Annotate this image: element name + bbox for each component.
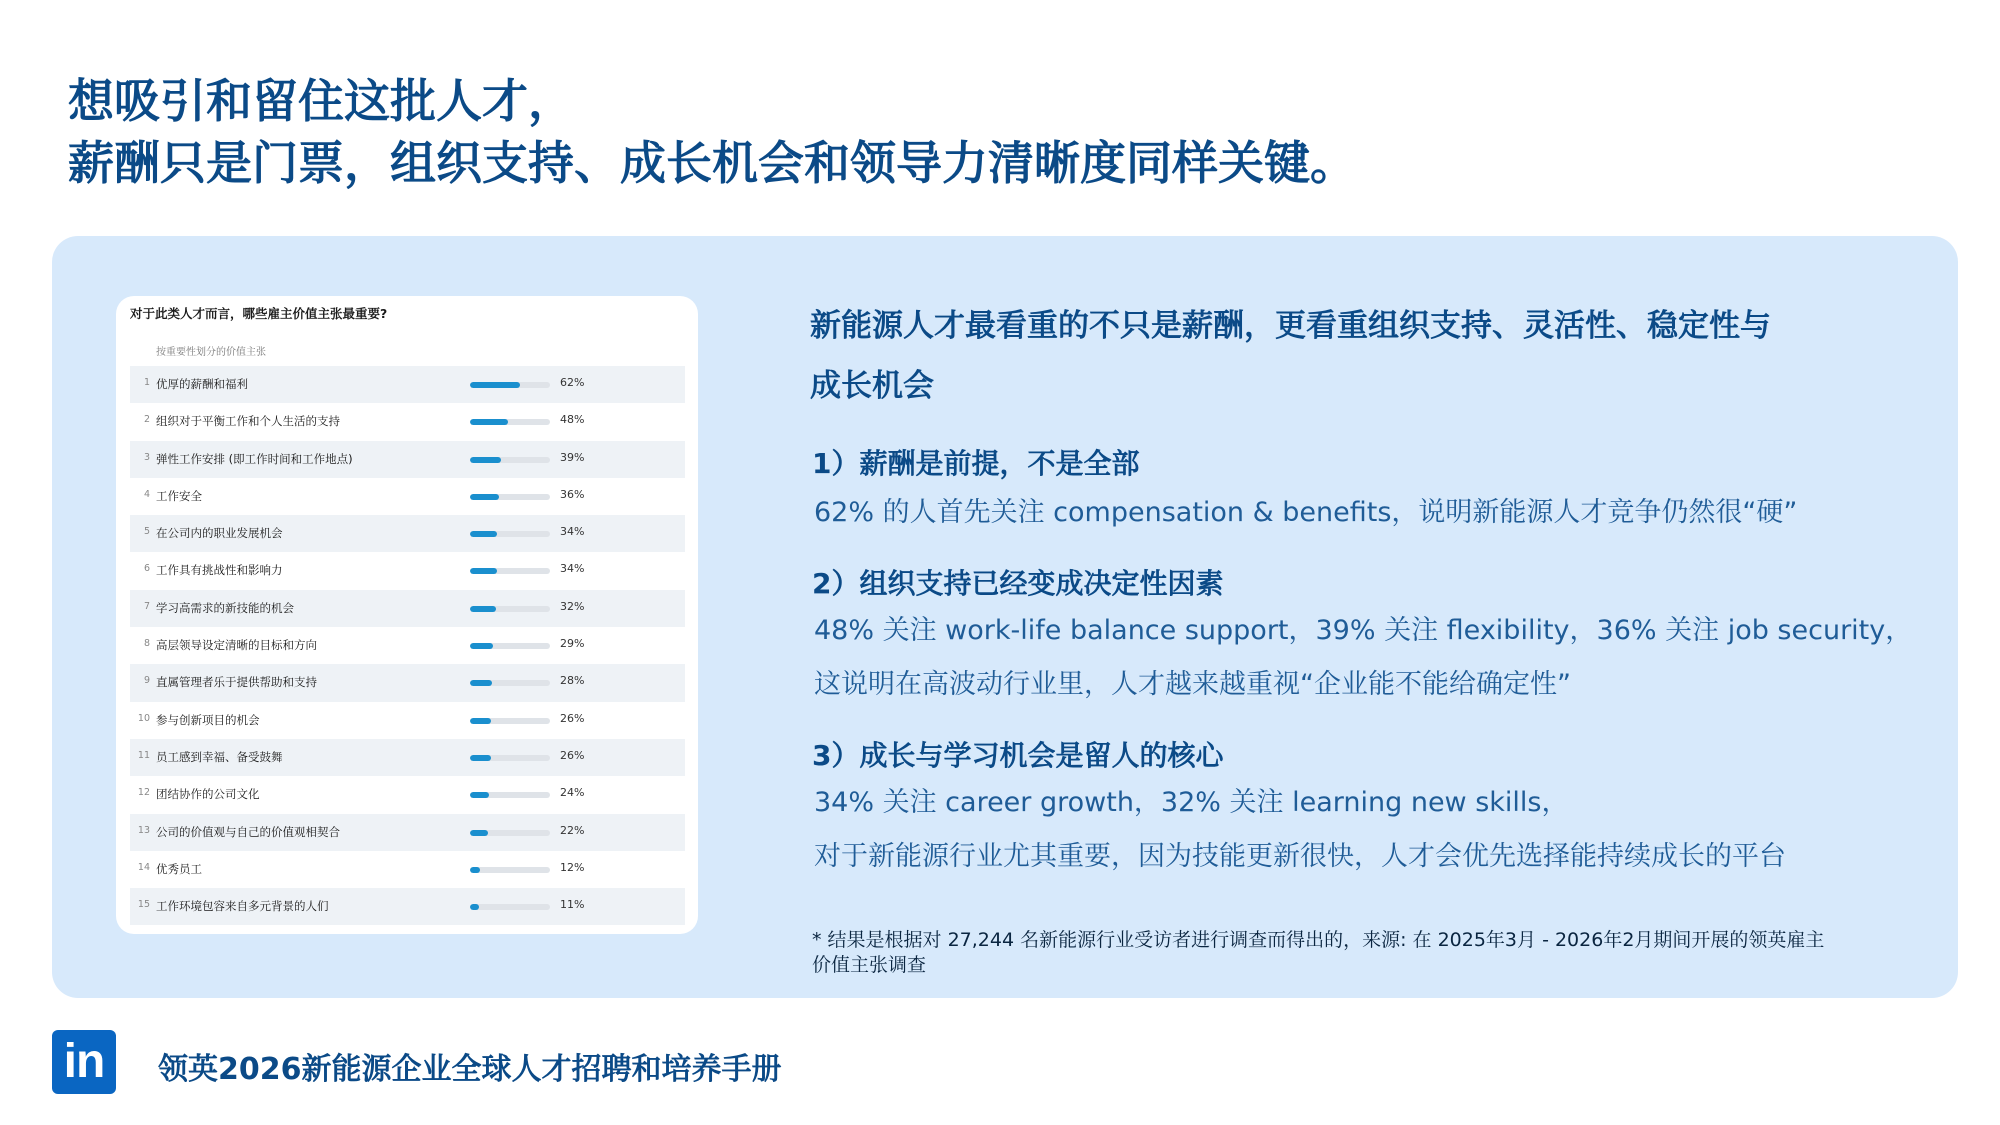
table-row <box>130 403 685 440</box>
row-label: 优秀员工 <box>156 861 202 876</box>
survey-question: 对于此类人才而言，哪些雇主价值主张最重要? <box>130 306 388 321</box>
row-rank: 4 <box>143 488 150 500</box>
footnote <box>812 928 1912 978</box>
row-label: 直属管理者乐于提供帮助和支持 <box>156 675 317 690</box>
row-percentage: 28% <box>560 674 585 688</box>
section-2-title: 2）组织支持已经变成决定性因素 <box>812 567 1224 600</box>
page-title <box>68 70 1928 194</box>
section-2-body-line-2: 这说明在高波动行业里，人才越来越重视“企业能不能给确定性” <box>814 669 1571 700</box>
table-row <box>130 888 685 925</box>
row-bar-fill <box>470 643 493 649</box>
survey-rows <box>130 366 685 925</box>
table-row <box>130 590 685 627</box>
row-bar-track <box>470 457 550 463</box>
table-row <box>130 776 685 813</box>
row-bar-track <box>470 419 550 425</box>
row-bar-fill <box>470 606 496 612</box>
row-bar-track <box>470 867 550 873</box>
row-bar-fill <box>470 755 491 761</box>
column-header-value-proposition: 按重要性划分的价值主张 <box>156 347 266 358</box>
row-bar-track <box>470 606 550 612</box>
row-label: 在公司内的职业发展机会 <box>156 526 283 541</box>
row-percentage: 29% <box>560 637 585 651</box>
row-rank: 1 <box>143 377 150 388</box>
row-bar-track <box>470 494 550 500</box>
row-bar-fill <box>470 494 499 500</box>
row-bar-track <box>470 755 550 761</box>
page-title-line-1: 想吸引和留住这批人才， <box>68 74 574 128</box>
row-bar-fill <box>470 792 489 798</box>
row-bar-track <box>470 718 550 724</box>
row-bar-fill <box>470 904 479 910</box>
row-label: 工作具有挑战性和影响力 <box>156 563 283 578</box>
row-percentage: 39% <box>560 450 585 464</box>
table-row <box>130 441 685 478</box>
table-row <box>130 814 685 851</box>
linkedin-logo-icon: in <box>52 1030 116 1094</box>
row-label: 员工感到幸福、备受鼓舞 <box>156 749 283 764</box>
row-percentage: 34% <box>560 562 585 576</box>
row-rank: 13 <box>137 824 150 836</box>
insights-headline-line-1: 新能源人才最看重的不只是薪酬，更看重组织支持、灵活性、稳定性与 <box>810 308 1771 344</box>
row-rank: 3 <box>143 451 150 463</box>
row-percentage: 24% <box>560 786 585 800</box>
row-bar-track <box>470 680 550 686</box>
row-label: 参与创新项目的机会 <box>156 712 260 727</box>
row-bar-track <box>470 792 550 798</box>
table-row <box>130 627 685 664</box>
row-bar-fill <box>470 419 508 425</box>
row-percentage: 22% <box>560 823 585 837</box>
row-percentage: 32% <box>560 599 585 613</box>
row-bar-fill <box>470 531 497 537</box>
row-bar-track <box>470 382 550 388</box>
row-bar-track <box>470 531 550 537</box>
row-bar-fill <box>470 680 492 686</box>
row-rank: 5 <box>143 526 150 538</box>
row-label: 公司的价值观与自己的价值观相契合 <box>156 824 340 839</box>
row-bar-fill <box>470 568 497 574</box>
section-2-body-line-1: 48% 关注 work-life balance support，39% 关注 flexibility，36% 关注 job security， <box>814 615 1913 646</box>
row-percentage: 62% <box>560 376 585 389</box>
row-bar-fill <box>470 718 491 724</box>
section-3-title: 3）成长与学习机会是留人的核心 <box>812 739 1224 772</box>
row-label: 高层领导设定清晰的目标和方向 <box>156 638 317 653</box>
row-label: 弹性工作安排 (即工作时间和工作地点) <box>156 451 353 466</box>
section-1-title: 1）薪酬是前提，不是全部 <box>812 447 1140 480</box>
row-label: 组织对于平衡工作和个人生活的支持 <box>156 414 340 429</box>
table-row <box>130 552 685 589</box>
table-row <box>130 851 685 888</box>
row-rank: 10 <box>137 712 150 724</box>
row-label: 优厚的薪酬和福利 <box>156 377 248 391</box>
row-rank: 15 <box>137 899 150 911</box>
row-rank: 8 <box>143 638 150 650</box>
row-bar-track <box>470 643 550 649</box>
section-1-body: 62% 的人首先关注 compensation & benefits，说明新能源人才竞争仍然很“硬” <box>814 497 1798 528</box>
row-percentage: 11% <box>560 898 585 912</box>
row-bar-track <box>470 568 550 574</box>
footnote-line-2: 价值主张调查 <box>812 954 927 976</box>
brand-title: 领英2026新能源企业全球人才招聘和培养手册 <box>158 1052 782 1087</box>
row-bar-track <box>470 904 550 910</box>
table-row <box>130 664 685 701</box>
row-percentage: 48% <box>560 413 585 427</box>
row-percentage: 26% <box>560 711 585 725</box>
row-rank: 14 <box>137 861 150 873</box>
row-label: 团结协作的公司文化 <box>156 787 260 802</box>
row-bar-fill <box>470 382 520 388</box>
row-percentage: 12% <box>560 860 585 874</box>
row-rank: 12 <box>137 787 150 799</box>
section-3-body-line-1: 34% 关注 career growth，32% 关注 learning new skills， <box>814 787 1569 818</box>
row-percentage: 34% <box>560 525 585 539</box>
survey-card <box>116 296 698 934</box>
row-label: 工作环境包容来自多元背景的人们 <box>156 899 329 914</box>
row-rank: 6 <box>143 563 150 575</box>
row-rank: 7 <box>143 600 150 612</box>
row-rank: 9 <box>143 675 150 687</box>
row-rank: 11 <box>137 749 150 761</box>
table-row <box>130 478 685 515</box>
table-row <box>130 702 685 739</box>
table-row <box>130 366 685 403</box>
table-row <box>130 515 685 552</box>
row-rank: 2 <box>143 414 150 426</box>
row-bar-track <box>470 830 550 836</box>
page-title-line-2: 薪酬只是门票，组织支持、成长机会和领导力清晰度同样关键。 <box>68 136 1356 190</box>
row-percentage: 36% <box>560 487 585 501</box>
insights-headline <box>810 296 1910 416</box>
section-3-body-line-2: 对于新能源行业尤其重要，因为技能更新很快，人才会优先选择能持续成长的平台 <box>814 841 1786 872</box>
table-row <box>130 739 685 776</box>
row-bar-fill <box>470 830 488 836</box>
row-percentage: 26% <box>560 748 585 762</box>
row-bar-fill <box>470 457 501 463</box>
row-bar-fill <box>470 867 480 873</box>
footnote-line-1: * 结果是根据对 27,244 名新能源行业受访者进行调查而得出的，来源: 在 2025年3月 - 2026年2月期间开展的领英雇主 <box>812 929 1825 951</box>
row-label: 工作安全 <box>156 488 202 503</box>
insights-headline-line-2: 成长机会 <box>810 368 934 404</box>
row-label: 学习高需求的新技能的机会 <box>156 600 294 615</box>
